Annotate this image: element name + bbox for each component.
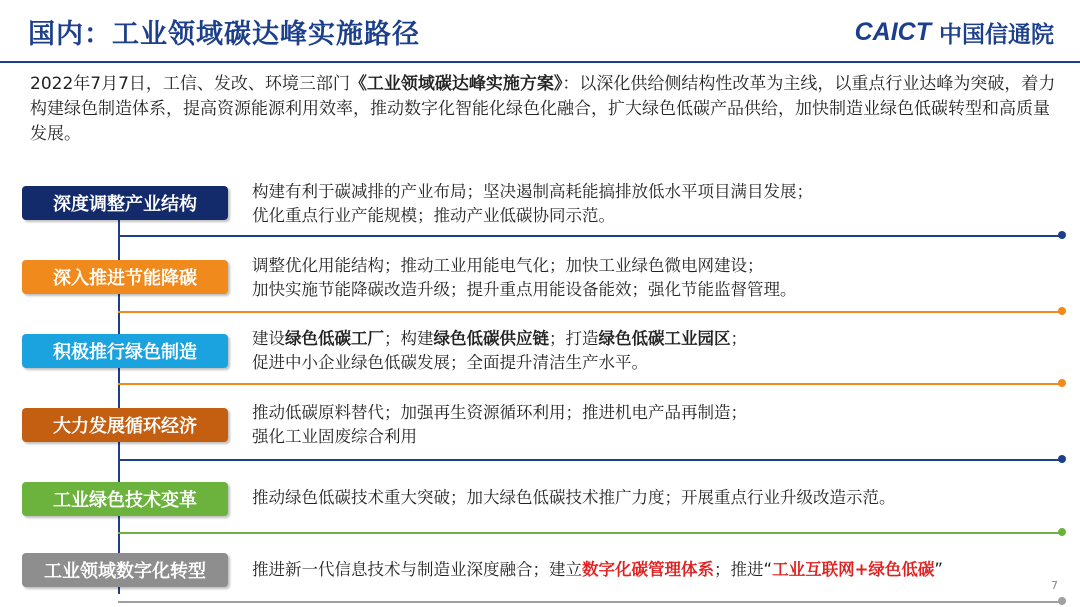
header-divider	[0, 61, 1080, 63]
row4-line1: 推动低碳原料替代；加强再生资源循环利用；推进机电产品再制造；	[252, 403, 747, 422]
row1-desc	[252, 180, 813, 228]
intro-pre: 2022年7月7日，工信、发改、环境三部门	[30, 74, 350, 94]
row3-text-a: 建设	[252, 329, 285, 348]
row2-line1: 调整优化用能结构；推动工业用能电气化；加快工业绿色微电网建设；	[252, 256, 764, 275]
intro-doc-title: 《工业领域碳达峰实施方案》	[349, 74, 563, 94]
row5-line1: 推动绿色低碳技术重大突破；加大绿色低碳技术推广力度；开展重点行业升级改造示范。	[252, 488, 896, 507]
row6-text-b: ；推进“	[714, 560, 773, 579]
page-title: 国内：工业领域碳达峰实施路径	[28, 19, 420, 50]
row2-desc	[252, 254, 797, 302]
row2-dot	[1058, 307, 1066, 315]
row1-line2: 优化重点行业产能规模；推动产业低碳协同示范。	[252, 206, 615, 225]
row3-desc	[252, 327, 747, 375]
row3-dot	[1058, 379, 1066, 387]
row5-separator	[118, 532, 1062, 534]
row6-red-a: 数字化碳管理体系	[582, 560, 714, 579]
tag-digital-transformation: 工业领域数字化转型	[22, 553, 228, 587]
intro-post: ：以深化供给侧结构性改革为主线，以重点行业达峰为突破，着力构建绿色制造体系，提高资源能源利用效率，推动数字化智能化绿色化融合，扩大绿色低碳产品供给，加快制造业绿色低碳转型和高质量发展。	[30, 74, 1056, 144]
caict-logo	[855, 16, 1054, 49]
tag-green-tech: 工业绿色技术变革	[22, 482, 228, 516]
row5-desc	[252, 486, 896, 510]
logo-cn: 中国信通院	[939, 22, 1054, 48]
row5-dot	[1058, 528, 1066, 536]
row1-line1: 构建有利于碳减排的产业布局；坚决遏制高耗能搞排放低水平项目满目发展；	[252, 182, 813, 201]
row6-line1	[252, 558, 1052, 582]
row3-bold-b: 绿色低碳供应链	[433, 329, 549, 348]
row3-text-d: ；	[730, 329, 747, 348]
row6-text-a: 推进新一代信息技术与制造业深度融合；建立	[252, 560, 582, 579]
intro-paragraph	[30, 72, 1060, 147]
row3-bold-c: 绿色低碳工业园区	[598, 329, 731, 348]
tag-circular-economy: 大力发展循环经济	[22, 408, 228, 442]
row6-text-c: ”	[934, 560, 943, 579]
page-number: 7	[1051, 579, 1058, 592]
row2-separator	[118, 311, 1062, 313]
row2-line2: 加快实施节能降碳改造升级；提升重点用能设备能效；强化节能监督管理。	[252, 280, 797, 299]
row3-text-c: ；打造	[549, 329, 599, 348]
row3-bold-a: 绿色低碳工厂	[285, 329, 384, 348]
row6-dot	[1058, 597, 1066, 605]
row3-text-b: ；构建	[384, 329, 434, 348]
row4-desc	[252, 401, 747, 449]
logo-en: CAICT	[854, 18, 931, 46]
row1-separator	[118, 235, 1062, 237]
tag-energy-saving: 深入推进节能降碳	[22, 260, 228, 294]
row4-separator	[118, 459, 1062, 461]
row3-separator	[118, 383, 1062, 385]
tag-deep-adjust: 深度调整产业结构	[22, 186, 228, 220]
row1-dot	[1058, 231, 1066, 239]
row6-separator	[118, 601, 1062, 603]
row4-line2: 强化工业固废综合利用	[252, 427, 417, 446]
row6-red-b: 工业互联网+绿色低碳	[772, 560, 935, 579]
row3-line1	[252, 327, 747, 351]
row6-desc	[252, 558, 1052, 582]
row4-dot	[1058, 455, 1066, 463]
row3-line2: 促进中小企业绿色低碳发展；全面提升清洁生产水平。	[252, 353, 648, 372]
tag-green-manufacturing: 积极推行绿色制造	[22, 334, 228, 368]
